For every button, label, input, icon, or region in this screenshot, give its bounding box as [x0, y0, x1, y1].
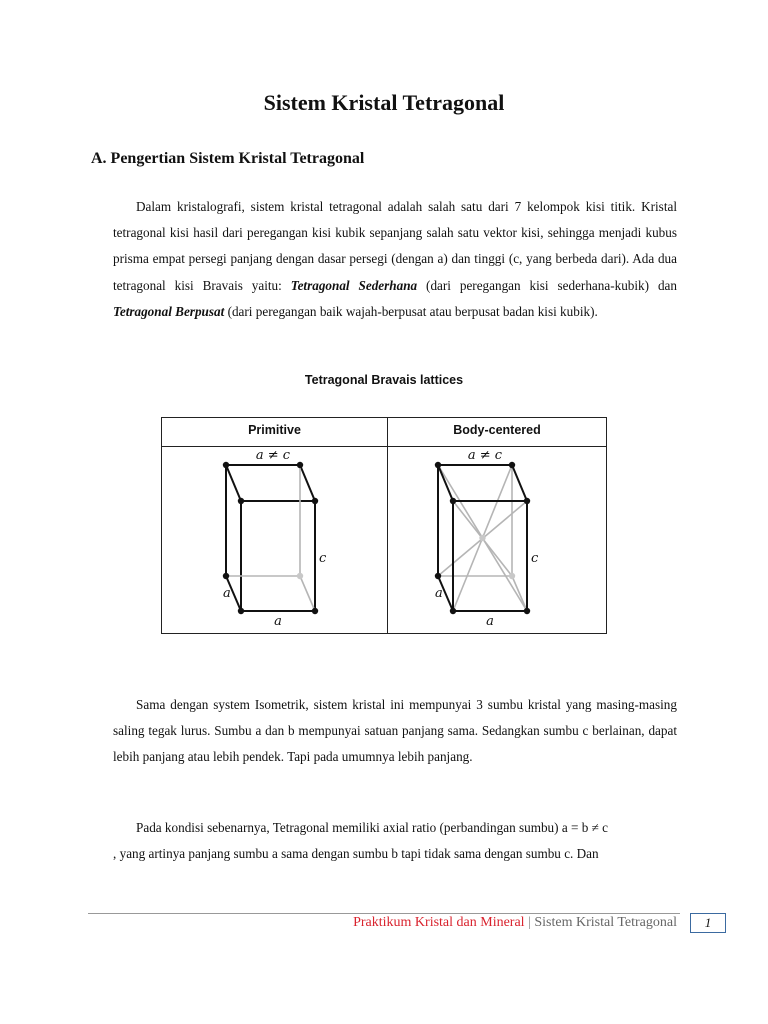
intro-text-1: Dalam kristalografi, sistem kristal tetragonal adalah salah satu dari 7 kelompok kisi titik. Kristal tetragonal kisi hasil dari peregangan kisi kubik sepanjang salah satu vektor kisi, sehingga menjadi kubus prisma empat persegi panjang dengan dasar persegi (dengan a) dan tinggi (c, yang berbeda dari). Ada dua tetragonal kisi Bravais yaitu:	[113, 199, 677, 293]
body-centered-base-a-label: a	[486, 614, 494, 629]
intro-text-3: (dari peregangan baik wajah-berpusat atau berpusat badan kisi kubik).	[224, 303, 598, 319]
term-tetragonal-berpusat: Tetragonal Berpusat	[113, 303, 225, 319]
figure-title: Tetragonal Bravais lattices	[304, 373, 464, 387]
primitive-top-label: a ≠ c	[255, 448, 291, 463]
page-footer	[88, 915, 677, 931]
primitive-hidden-edges	[226, 465, 315, 611]
primitive-lattice-diagram	[162, 447, 384, 633]
primitive-cell-edges	[226, 465, 315, 611]
body-centered-depth-a-label: a	[435, 586, 443, 601]
axial-ratio-continuation: , yang artinya panjang sumbu a sama dengan sumbu b tapi tidak sama dengan sumbu c. Dan	[113, 846, 599, 862]
axial-ratio-paragraph	[113, 815, 677, 867]
primitive-lattice-points	[223, 462, 318, 614]
intro-text-2: (dari peregangan kisi sederhana-kubik) dan	[417, 277, 677, 293]
bravais-lattice-table	[161, 417, 607, 634]
intro-paragraph	[113, 194, 677, 325]
axial-ratio-text: Pada kondisi sebenarnya, Tetragonal memiliki axial ratio (perbandingan sumbu) a = b ≠ c	[136, 820, 609, 835]
footer-separator: |	[528, 915, 531, 930]
term-tetragonal-sederhana: Tetragonal Sederhana	[290, 277, 418, 293]
column-header-primitive: Primitive	[248, 423, 301, 437]
page-number-box: 1	[690, 913, 726, 933]
primitive-base-a-label: a	[274, 614, 282, 629]
isometric-comparison-text: Sama dengan system Isometrik, sistem kristal ini mempunyai 3 sumbu kristal yang masing-masing saling tegak lurus. Sumbu a dan b mempunyai satuan panjang sama. Sedangkan sumbu c berlainan, dapat lebih panjang atau lebih pendek. Tapi pada umumnya lebih panjang.	[113, 697, 677, 765]
isometric-comparison-paragraph	[113, 692, 677, 771]
primitive-depth-a-label: a	[223, 586, 231, 601]
body-centered-c-axis-label: c	[531, 551, 539, 566]
column-header-body-centered: Body-centered	[453, 423, 541, 437]
body-centered-top-label: a ≠ c	[467, 448, 503, 463]
section-heading: A. Pengertian Sistem Kristal Tetragonal	[91, 150, 365, 167]
footer-chapter-name: Sistem Kristal Tetragonal	[534, 915, 677, 930]
body-centered-lattice-diagram	[388, 447, 610, 633]
page-title: Sistem Kristal Tetragonal	[263, 90, 505, 115]
footer-divider	[88, 913, 680, 914]
footer-course-name: Praktikum Kristal dan Mineral	[353, 915, 525, 930]
primitive-c-axis-label: c	[319, 551, 327, 566]
